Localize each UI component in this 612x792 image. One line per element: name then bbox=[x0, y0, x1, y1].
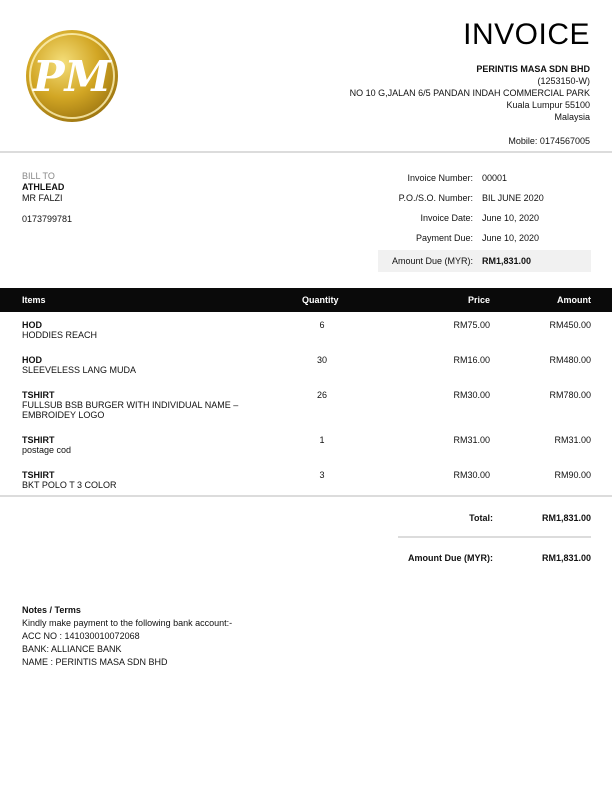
item-price: RM30.00 bbox=[453, 390, 490, 400]
item-amount: RM780.00 bbox=[549, 390, 591, 400]
meta-invoice-date bbox=[378, 208, 591, 228]
items-divider bbox=[0, 495, 612, 497]
table-row bbox=[0, 470, 612, 495]
table-row bbox=[0, 390, 612, 435]
meta-value: RM1,831.00 bbox=[482, 256, 532, 266]
totals-divider bbox=[398, 536, 591, 538]
bill-to-phone: 0173799781 bbox=[22, 214, 73, 224]
meta-value: BIL JUNE 2020 bbox=[482, 193, 544, 203]
notes-terms bbox=[22, 604, 232, 669]
company-address-line1: NO 10 G,JALAN 6/5 PANDAN INDAH COMMERCIAL PARK bbox=[349, 88, 590, 98]
header-amount: Amount bbox=[557, 295, 591, 305]
invoice-title: INVOICE bbox=[463, 18, 590, 51]
company-logo bbox=[25, 29, 119, 123]
meta-label: P.O./S.O. Number: bbox=[398, 193, 473, 203]
header-price: Price bbox=[467, 295, 490, 305]
meta-label: Invoice Date: bbox=[420, 213, 473, 223]
meta-invoice-number bbox=[378, 168, 591, 188]
item-price: RM30.00 bbox=[453, 470, 490, 480]
company-info bbox=[350, 63, 590, 147]
bill-to-name: ATHLEAD bbox=[22, 182, 65, 192]
notes-line: ACC NO : 141030010072068 bbox=[22, 631, 140, 641]
notes-line: NAME : PERINTIS MASA SDN BHD bbox=[22, 657, 168, 667]
company-mobile: Mobile: 0174567005 bbox=[508, 136, 590, 146]
meta-value: 00001 bbox=[482, 173, 508, 183]
meta-value: June 10, 2020 bbox=[482, 233, 540, 243]
notes-line: BANK: ALLIANCE BANK bbox=[22, 644, 122, 654]
meta-payment-due bbox=[378, 228, 591, 248]
meta-amount-due bbox=[378, 250, 591, 272]
item-title: TSHIRT bbox=[22, 390, 55, 400]
header-divider bbox=[0, 151, 612, 153]
amount-due-value: RM1,831.00 bbox=[541, 553, 591, 563]
header-quantity: Quantity bbox=[302, 295, 339, 305]
item-amount: RM90.00 bbox=[554, 470, 591, 480]
table-row bbox=[0, 355, 612, 390]
item-qty: 30 bbox=[316, 355, 327, 365]
item-price: RM16.00 bbox=[453, 355, 490, 365]
item-title: HOD bbox=[22, 320, 42, 330]
bill-to-contact: MR FALZI bbox=[22, 193, 63, 203]
item-amount: RM480.00 bbox=[549, 355, 591, 365]
total-value: RM1,831.00 bbox=[541, 513, 591, 523]
item-title: TSHIRT bbox=[22, 435, 55, 445]
bill-to-label: BILL TO bbox=[22, 171, 55, 181]
item-title: HOD bbox=[22, 355, 42, 365]
meta-label: Amount Due (MYR): bbox=[391, 256, 473, 266]
notes-line: Kindly make payment to the following bank account:- bbox=[22, 618, 233, 628]
bill-to bbox=[22, 171, 72, 225]
item-amount: RM450.00 bbox=[549, 320, 591, 330]
item-desc: BKT POLO T 3 COLOR bbox=[22, 480, 117, 490]
item-desc: SLEEVELESS LANG MUDA bbox=[22, 365, 137, 375]
items-table bbox=[0, 320, 612, 495]
meta-po-number bbox=[378, 188, 591, 208]
company-address-line2: Kuala Lumpur 55100 bbox=[506, 100, 590, 110]
item-qty: 1 bbox=[319, 435, 325, 445]
item-qty: 3 bbox=[319, 470, 325, 480]
notes-heading: Notes / Terms bbox=[22, 605, 81, 615]
header-items: Items bbox=[22, 295, 46, 305]
logo-text: PM bbox=[32, 52, 112, 101]
meta-value: June 10, 2020 bbox=[482, 213, 540, 223]
item-desc: postage cod bbox=[22, 445, 72, 455]
item-price: RM75.00 bbox=[453, 320, 490, 330]
item-desc: HODDIES REACH bbox=[22, 330, 98, 340]
company-country: Malaysia bbox=[554, 112, 590, 122]
amount-due-label: Amount Due (MYR): bbox=[408, 553, 493, 563]
invoice-meta bbox=[378, 168, 591, 272]
total-label: Total: bbox=[469, 513, 493, 523]
item-price: RM31.00 bbox=[453, 435, 490, 445]
company-reg: (1253150-W) bbox=[537, 76, 590, 86]
table-row bbox=[0, 435, 612, 470]
meta-label: Payment Due: bbox=[415, 233, 473, 243]
item-qty: 26 bbox=[316, 390, 327, 400]
item-qty: 6 bbox=[319, 320, 325, 330]
meta-label: Invoice Number: bbox=[407, 173, 473, 183]
table-row bbox=[0, 320, 612, 355]
item-desc: FULLSUB BSB BURGER WITH INDIVIDUAL NAME – EMBROIDEY LOGO bbox=[22, 400, 239, 420]
items-table-header bbox=[0, 288, 612, 312]
item-amount: RM31.00 bbox=[554, 435, 591, 445]
company-name: PERINTIS MASA SDN BHD bbox=[476, 64, 590, 74]
item-title: TSHIRT bbox=[22, 470, 55, 480]
